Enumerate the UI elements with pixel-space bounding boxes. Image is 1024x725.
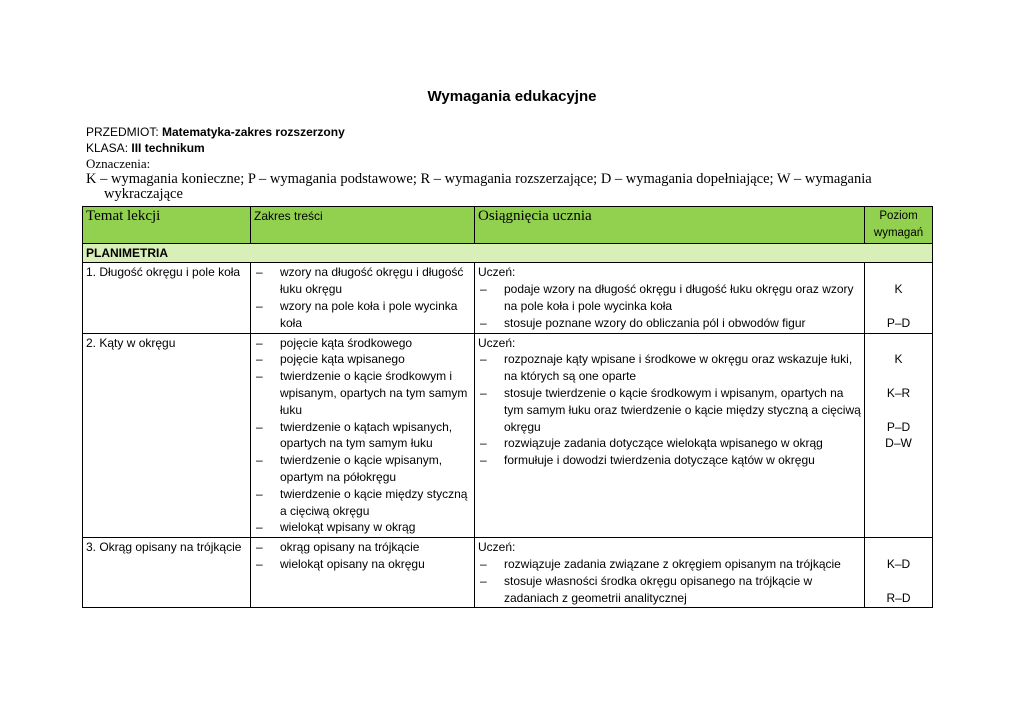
notation-label: Oznaczenia: <box>86 156 151 171</box>
list-item: – twierdzenie o kącie środkowym i wpisanym, opartych na tym samym łuku <box>254 368 471 418</box>
header-outcomes: Osiągnięcia ucznia <box>475 207 865 244</box>
class-line <box>86 140 205 156</box>
legend-line-1: K – wymagania konieczne; P – wymagania podstawowe; R – wymagania rozszerzające; D – wymagania dopełniające; W – wymagania <box>86 171 872 187</box>
topic-cell: 3. Okrąg opisany na trójkącie <box>83 538 251 608</box>
header-topic: Temat lekcji <box>83 207 251 244</box>
level-value: P–D <box>886 419 911 434</box>
scope-cell <box>251 538 475 608</box>
level-value: K <box>894 282 903 297</box>
outcomes-lead: Uczeń: <box>478 265 516 280</box>
list-item: – wielokąt opisany na okręgu <box>254 556 471 573</box>
list-item: – wielokąt wpisany w okrąg <box>254 519 471 536</box>
list-item: – rozwiązuje zadania dotyczące wielokąta wpisanego w okrąg <box>478 435 861 452</box>
list-item: – okrąg opisany na trójkącie <box>254 539 471 556</box>
outcomes-lead: Uczeń: <box>478 540 516 555</box>
subject-label: PRZEDMIOT: <box>86 125 159 139</box>
list-item: – twierdzenie o kątach wpisanych, opartych na tym samym łuku <box>254 419 471 453</box>
scope-cell <box>251 263 475 333</box>
outcomes-cell <box>475 538 865 608</box>
table-row <box>83 263 933 333</box>
page-title: Wymagania edukacyjne <box>427 88 597 105</box>
class-value: III technikum <box>131 141 205 155</box>
level-cell <box>865 333 933 538</box>
level-cell <box>865 538 933 608</box>
level-cell <box>865 263 933 333</box>
level-value: D–W <box>885 436 912 451</box>
level-value: K–R <box>886 385 911 400</box>
list-item: – stosuje własności środka okręgu opisanego na trójkącie w zadaniach z geometrii analitycznej <box>478 573 861 607</box>
list-item: – pojęcie kąta wpisanego <box>254 351 471 368</box>
subject-line <box>86 124 345 140</box>
outcomes-lead: Uczeń: <box>478 335 516 350</box>
legend-line-2: wykraczające <box>104 186 183 202</box>
list-item: – twierdzenie o kącie wpisanym, opartym na półokręgu <box>254 452 471 486</box>
section-row <box>83 243 933 263</box>
list-item: – stosuje poznane wzory do obliczania pól i obwodów figur <box>478 315 861 332</box>
level-value: R–D <box>886 590 911 605</box>
subject-value: Matematyka-zakres rozszerzony <box>162 125 345 139</box>
header-scope: Zakres treści <box>251 207 475 244</box>
level-value: K <box>894 352 903 367</box>
list-item: – podaje wzory na długość okręgu i długość łuku okręgu oraz wzory na pole koła i pole wycinka koła <box>478 281 861 315</box>
level-value: P–D <box>886 315 911 330</box>
list-item: – rozpoznaje kąty wpisane i środkowe w okręgu oraz wskazuje łuki, na których są one oparte <box>478 351 861 385</box>
list-item: – rozwiązuje zadania związane z okręgiem opisanym na trójkącie <box>478 556 861 573</box>
section-title: PLANIMETRIA <box>83 243 933 263</box>
table-row <box>83 538 933 608</box>
legend <box>86 172 926 202</box>
list-item: – twierdzenie o kącie między styczną a cięciwą okręgu <box>254 486 471 520</box>
topic-cell: 1. Długość okręgu i pole koła <box>83 263 251 333</box>
list-item: – stosuje twierdzenie o kącie środkowym i wpisanym, opartych na tym samym łuku oraz twierdzenie o kącie między styczną a cięciwą okręgu <box>478 385 861 435</box>
table-header <box>83 207 933 244</box>
level-value: K–D <box>886 556 911 571</box>
requirements-table <box>82 206 933 608</box>
list-item: – wzory na długość okręgu i długość łuku okręgu <box>254 264 471 298</box>
table-row <box>83 333 933 538</box>
list-item: – wzory na pole koła i pole wycinka koła <box>254 298 471 332</box>
topic-cell: 2. Kąty w okręgu <box>83 333 251 538</box>
outcomes-cell <box>475 263 865 333</box>
class-label: KLASA: <box>86 141 129 155</box>
list-item: – pojęcie kąta środkowego <box>254 335 471 352</box>
header-level: Poziom wymagań <box>865 207 933 244</box>
list-item: – formułuje i dowodzi twierdzenia dotyczące kątów w okręgu <box>478 452 861 469</box>
outcomes-cell <box>475 333 865 538</box>
scope-cell <box>251 333 475 538</box>
